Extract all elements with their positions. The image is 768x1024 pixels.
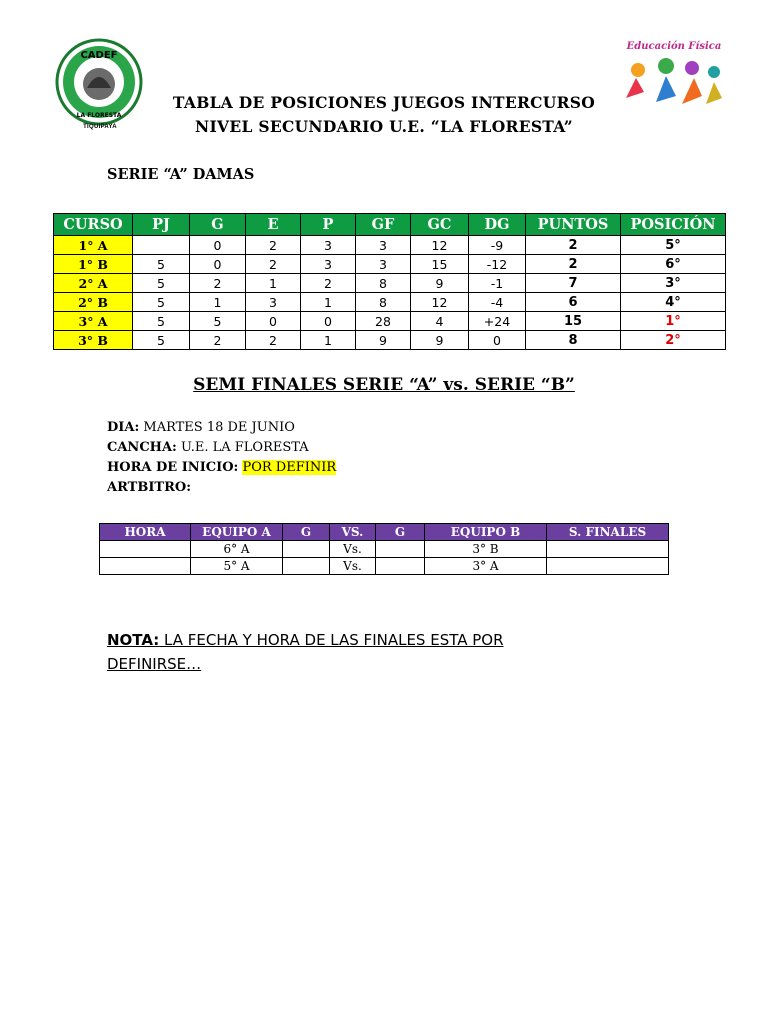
table-row [54,293,726,312]
cell-p: 1 [301,331,356,350]
cell-curso: 3° A [54,312,133,331]
col-gf: GF [356,214,411,236]
svg-text:CADEF: CADEF [80,50,118,61]
cell-pj: 5 [133,293,190,312]
cell-equipo-a: 5° A [191,558,283,575]
cell-vs: Vs. [330,541,376,558]
cell-posicion: 2° [621,331,726,350]
cell-puntos: 8 [526,331,621,350]
col-vs: VS. [330,524,376,541]
cell-dg: -12 [469,255,526,274]
cell-gc: 15 [411,255,469,274]
dia-value: MARTES 18 DE JUNIO [139,420,295,435]
cell-curso: 2° B [54,293,133,312]
cell-gc: 9 [411,331,469,350]
cell-p: 1 [301,293,356,312]
cell-posicion: 1° [621,312,726,331]
cell-gf: 28 [356,312,411,331]
col-g-b: G [376,524,425,541]
note-text: LA FECHA Y HORA DE LAS FINALES ESTA POR DEFINIRSE… [107,631,504,673]
cell-e: 1 [246,274,301,293]
school-logo [55,38,143,126]
cell-pj: 5 [133,255,190,274]
col-e: E [246,214,301,236]
page-title-line-1: TABLA DE POSICIONES JUEGOS INTERCURSO [172,93,596,112]
cell-g-a [283,541,330,558]
cancha-value: U.E. LA FLORESTA [176,440,309,455]
cell-g: 1 [190,293,246,312]
semifinals-title [0,375,768,395]
cell-dg: -1 [469,274,526,293]
cell-e: 0 [246,312,301,331]
dia-label: DIA: [107,420,140,435]
cell-s-finales [547,558,669,575]
table-row [100,558,669,575]
cell-dg: +24 [469,312,526,331]
col-posicion: POSICIÓN [621,214,726,236]
cell-curso: 3° B [54,331,133,350]
cell-pj: 5 [133,312,190,331]
arbitro-label: ARTBITRO: [107,480,192,495]
cell-s-finales [547,541,669,558]
semifinals-title-text: SEMI FINALES SERIE “A” vs. SERIE “B” [193,375,575,395]
cell-gc: 9 [411,274,469,293]
semifinals-header-row [100,524,669,541]
col-equipo-b: EQUIPO B [425,524,547,541]
col-s-finales: S. FINALES [547,524,669,541]
cell-curso: 1° A [54,236,133,255]
cell-puntos: 6 [526,293,621,312]
cell-posicion: 3° [621,274,726,293]
cell-gc: 4 [411,312,469,331]
col-equipo-a: EQUIPO A [191,524,283,541]
cell-e: 2 [246,236,301,255]
cell-posicion: 5° [621,236,726,255]
cell-gc: 12 [411,236,469,255]
standings-table [53,213,726,350]
table-row [54,274,726,293]
col-curso: CURSO [54,214,133,236]
cell-g: 5 [190,312,246,331]
cell-e: 3 [246,293,301,312]
cell-puntos: 15 [526,312,621,331]
cell-g: 0 [190,255,246,274]
cell-curso: 2° A [54,274,133,293]
cell-vs: Vs. [330,558,376,575]
cell-pj [133,236,190,255]
cell-p: 3 [301,236,356,255]
cell-gf: 3 [356,255,411,274]
col-dg: DG [469,214,526,236]
cell-puntos: 2 [526,255,621,274]
cancha-label: CANCHA: [107,440,177,455]
table-row [100,541,669,558]
col-g: G [190,214,246,236]
cell-g-a [283,558,330,575]
cell-g: 2 [190,274,246,293]
cell-g: 0 [190,236,246,255]
cell-gf: 9 [356,331,411,350]
semifinals-table [99,523,669,575]
cell-curso: 1° B [54,255,133,274]
cell-g-b [376,558,425,575]
cancha-line [107,440,309,455]
cell-dg: 0 [469,331,526,350]
logo-caption: TIQUIPAYA [83,124,117,130]
cell-dg: -9 [469,236,526,255]
cell-e: 2 [246,331,301,350]
col-g-a: G [283,524,330,541]
cell-gf: 8 [356,293,411,312]
note [107,628,597,676]
col-hora: HORA [100,524,191,541]
cell-pj: 5 [133,274,190,293]
standings-header-row [54,214,726,236]
cell-gf: 8 [356,274,411,293]
cell-hora [100,541,191,558]
page-title-line-2: NIVEL SECUNDARIO U.E. “LA FLORESTA” [195,117,573,136]
cell-posicion: 6° [621,255,726,274]
table-row [54,312,726,331]
cell-g: 2 [190,331,246,350]
col-pj: PJ [133,214,190,236]
cell-puntos: 7 [526,274,621,293]
cell-hora [100,558,191,575]
cell-equipo-b: 3° A [425,558,547,575]
serie-label: SERIE “A” DAMAS [107,166,255,183]
cell-e: 2 [246,255,301,274]
cell-equipo-a: 6° A [191,541,283,558]
col-gc: GC [411,214,469,236]
cell-pj: 5 [133,331,190,350]
svg-text:Educación Física: Educación Física [626,41,722,52]
arbitro-line [107,480,191,495]
svg-text:LA FLORESTA: LA FLORESTA [76,112,122,119]
cell-equipo-b: 3° B [425,541,547,558]
hora-label: HORA DE INICIO: [107,460,239,475]
cell-p: 3 [301,255,356,274]
cell-p: 0 [301,312,356,331]
table-row [54,331,726,350]
col-puntos: PUNTOS [526,214,621,236]
cell-gf: 3 [356,236,411,255]
cell-gc: 12 [411,293,469,312]
hora-line [107,460,336,475]
cell-posicion: 4° [621,293,726,312]
note-label: NOTA: [107,631,160,649]
cell-g-b [376,541,425,558]
table-row [54,236,726,255]
cell-p: 2 [301,274,356,293]
hora-value: POR DEFINIR [242,460,337,475]
cell-dg: -4 [469,293,526,312]
table-row [54,255,726,274]
cell-puntos: 2 [526,236,621,255]
dia-line [107,420,295,435]
col-p: P [301,214,356,236]
